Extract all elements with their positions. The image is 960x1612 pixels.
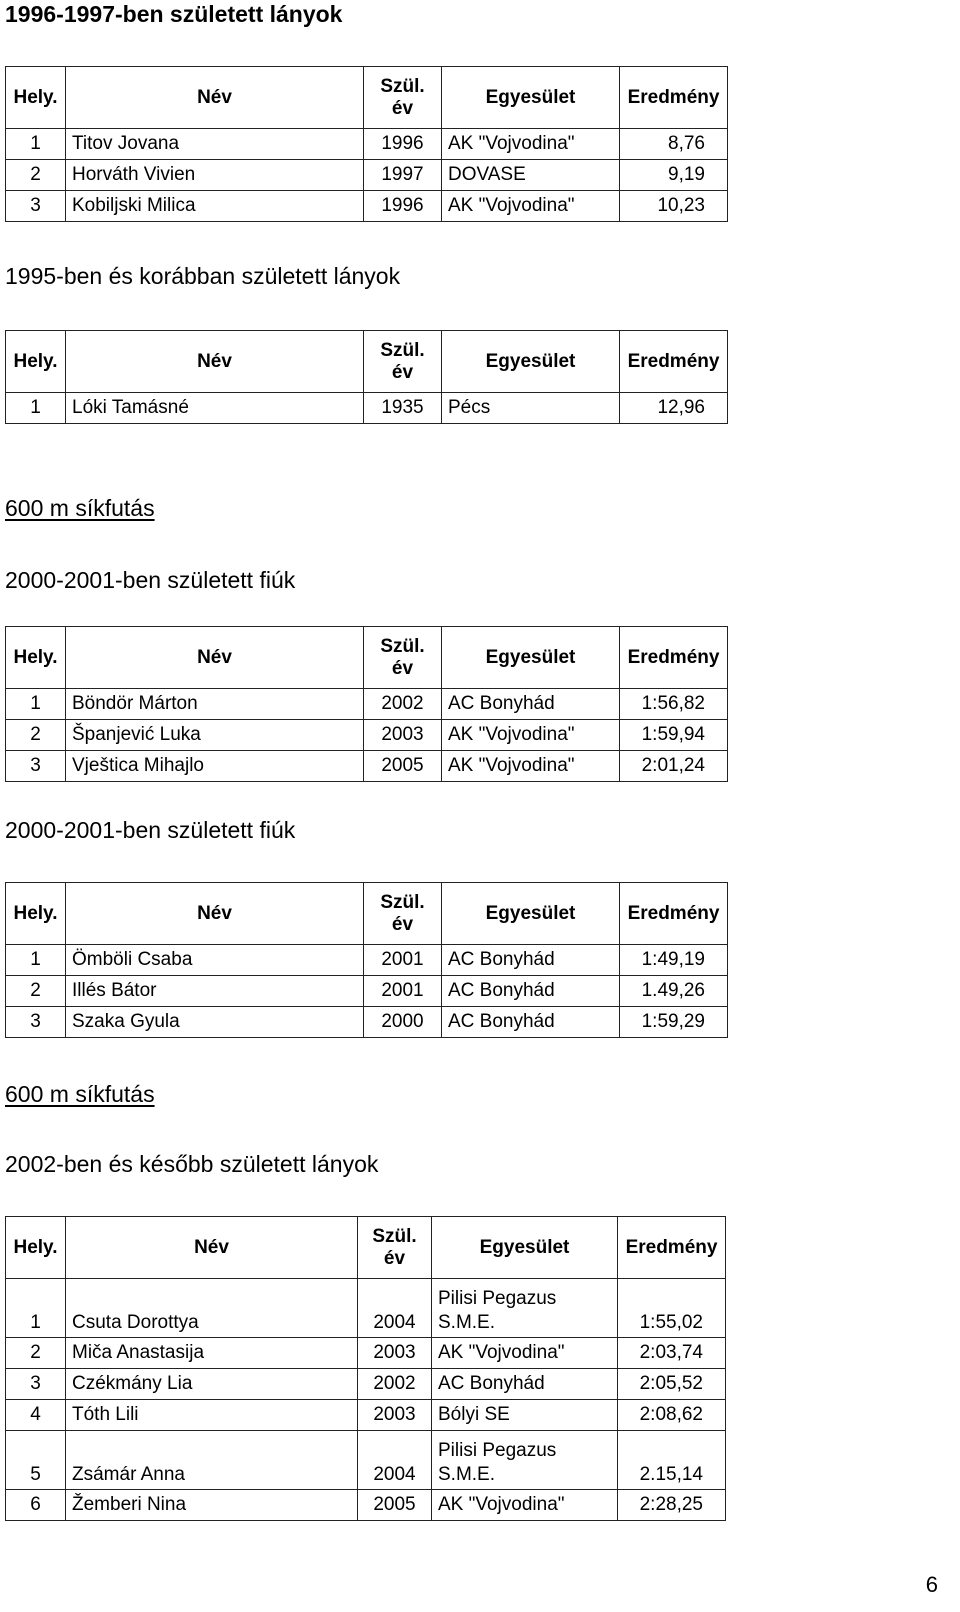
column-header-hely: Hely. xyxy=(6,331,66,393)
column-header-szul-ev xyxy=(364,883,442,945)
column-header-eredmeny: Eredmény xyxy=(620,883,728,945)
cell-egyesulet xyxy=(432,1431,618,1490)
column-header-nev: Név xyxy=(66,883,364,945)
cell-nev: Španjević Luka xyxy=(66,720,364,751)
column-header-eredmeny: Eredmény xyxy=(620,67,728,129)
cell-nev: Zsámár Anna xyxy=(66,1431,358,1490)
cell-nev: Csuta Dorottya xyxy=(66,1279,358,1338)
cell-nev: Illés Bátor xyxy=(66,976,364,1007)
results-table xyxy=(5,626,728,782)
column-header-egyesulet: Egyesület xyxy=(442,67,620,129)
column-header-ev: év xyxy=(383,1247,406,1269)
cell-szul-ev: 2001 xyxy=(364,976,442,1007)
column-header-eredmeny: Eredmény xyxy=(620,331,728,393)
cell-nev: Horváth Vivien xyxy=(66,160,364,191)
cell-hely: 1 xyxy=(6,129,66,160)
column-header-szul-ev xyxy=(364,627,442,689)
cell-egyesulet: AK "Vojvodina" xyxy=(432,1490,618,1521)
table-header-row xyxy=(6,883,728,945)
section-heading: 1996-1997-ben született lányok xyxy=(5,1,343,27)
cell-eredmeny: 2:03,74 xyxy=(618,1338,726,1369)
table-row xyxy=(6,1369,726,1400)
cell-egyesulet: AK "Vojvodina" xyxy=(432,1338,618,1369)
cell-egyesulet: Bólyi SE xyxy=(432,1400,618,1431)
cell-eredmeny: 1:59,29 xyxy=(620,1007,728,1038)
cell-egyesulet-line2: S.M.E. xyxy=(438,1464,496,1485)
cell-nev: Tóth Lili xyxy=(66,1400,358,1431)
cell-szul-ev: 2003 xyxy=(364,720,442,751)
cell-szul-ev: 1996 xyxy=(364,129,442,160)
cell-eredmeny: 2:05,52 xyxy=(618,1369,726,1400)
cell-szul-ev: 2005 xyxy=(364,751,442,782)
section-heading: 1995-ben és korábban született lányok xyxy=(5,263,401,289)
column-header-szul-ev xyxy=(358,1217,432,1279)
cell-hely: 1 xyxy=(6,945,66,976)
cell-hely: 6 xyxy=(6,1490,66,1521)
cell-nev: Žemberi Nina xyxy=(66,1490,358,1521)
column-header-szul: Szül. xyxy=(380,75,425,97)
cell-hely: 3 xyxy=(6,1007,66,1038)
column-header-nev: Név xyxy=(66,1217,358,1279)
table-row xyxy=(6,129,728,160)
cell-egyesulet: AC Bonyhád xyxy=(442,945,620,976)
column-header-nev: Név xyxy=(66,331,364,393)
cell-hely: 4 xyxy=(6,1400,66,1431)
column-header-szul: Szül. xyxy=(380,635,425,657)
cell-szul-ev: 2003 xyxy=(358,1400,432,1431)
cell-nev: Czékmány Lia xyxy=(66,1369,358,1400)
section-heading: 2000-2001-ben született fiúk xyxy=(5,567,296,593)
cell-hely: 1 xyxy=(6,1279,66,1338)
cell-hely: 1 xyxy=(6,689,66,720)
cell-eredmeny: 2:08,62 xyxy=(618,1400,726,1431)
cell-egyesulet: AC Bonyhád xyxy=(442,1007,620,1038)
table-row xyxy=(6,689,728,720)
column-header-nev: Név xyxy=(66,627,364,689)
cell-szul-ev: 2003 xyxy=(358,1338,432,1369)
cell-hely: 3 xyxy=(6,1369,66,1400)
column-header-hely: Hely. xyxy=(6,67,66,129)
table-row xyxy=(6,1400,726,1431)
column-header-szul: Szül. xyxy=(380,339,425,361)
cell-szul-ev: 2004 xyxy=(358,1431,432,1490)
table-header-row xyxy=(6,331,728,393)
cell-eredmeny: 2:01,24 xyxy=(620,751,728,782)
table-header-row xyxy=(6,67,728,129)
table-row xyxy=(6,160,728,191)
column-header-egyesulet: Egyesület xyxy=(442,627,620,689)
cell-eredmeny: 1:59,94 xyxy=(620,720,728,751)
cell-szul-ev: 2000 xyxy=(364,1007,442,1038)
cell-nev: Ömböli Csaba xyxy=(66,945,364,976)
cell-nev: Lóki Tamásné xyxy=(66,393,364,424)
table-row xyxy=(6,720,728,751)
table-row xyxy=(6,1490,726,1521)
cell-egyesulet: AC Bonyhád xyxy=(432,1369,618,1400)
cell-egyesulet-line2: S.M.E. xyxy=(438,1312,496,1333)
column-header-ev: év xyxy=(391,657,414,679)
cell-nev: Kobiljski Milica xyxy=(66,191,364,222)
cell-hely: 1 xyxy=(6,393,66,424)
section-heading: 2002-ben és később született lányok xyxy=(5,1151,379,1177)
cell-eredmeny: 1.49,26 xyxy=(620,976,728,1007)
table-row xyxy=(6,751,728,782)
cell-eredmeny: 2:28,25 xyxy=(618,1490,726,1521)
column-header-szul: Szül. xyxy=(372,1225,417,1247)
column-header-eredmeny: Eredmény xyxy=(620,627,728,689)
cell-hely: 5 xyxy=(6,1431,66,1490)
column-header-ev: év xyxy=(391,913,414,935)
cell-egyesulet: AK "Vojvodina" xyxy=(442,720,620,751)
column-header-eredmeny: Eredmény xyxy=(618,1217,726,1279)
table-row xyxy=(6,1431,726,1490)
cell-egyesulet xyxy=(432,1279,618,1338)
results-table xyxy=(5,66,728,222)
cell-nev: Titov Jovana xyxy=(66,129,364,160)
column-header-szul-ev xyxy=(364,331,442,393)
cell-hely: 2 xyxy=(6,160,66,191)
column-header-egyesulet: Egyesület xyxy=(432,1217,618,1279)
cell-nev: Szaka Gyula xyxy=(66,1007,364,1038)
column-header-egyesulet: Egyesület xyxy=(442,883,620,945)
cell-szul-ev: 2001 xyxy=(364,945,442,976)
event-heading: 600 m síkfutás xyxy=(5,1081,155,1107)
table-row xyxy=(6,1338,726,1369)
cell-szul-ev: 1935 xyxy=(364,393,442,424)
column-header-ev: év xyxy=(391,361,414,383)
column-header-hely: Hely. xyxy=(6,627,66,689)
cell-eredmeny: 1:49,19 xyxy=(620,945,728,976)
results-table xyxy=(5,1216,726,1521)
cell-nev: Böndör Márton xyxy=(66,689,364,720)
event-heading: 600 m síkfutás xyxy=(5,495,155,521)
cell-eredmeny: 1:56,82 xyxy=(620,689,728,720)
column-header-nev: Név xyxy=(66,67,364,129)
column-header-ev: év xyxy=(391,97,414,119)
cell-egyesulet: AK "Vojvodina" xyxy=(442,129,620,160)
cell-nev: Miča Anastasija xyxy=(66,1338,358,1369)
cell-szul-ev: 2002 xyxy=(358,1369,432,1400)
page-number: 6 xyxy=(925,1572,938,1597)
cell-egyesulet: Pécs xyxy=(442,393,620,424)
cell-hely: 2 xyxy=(6,976,66,1007)
cell-egyesulet-line1: Pilisi Pegazus xyxy=(438,1288,557,1309)
table-row xyxy=(6,191,728,222)
table-row xyxy=(6,1007,728,1038)
cell-szul-ev: 1996 xyxy=(364,191,442,222)
table-row xyxy=(6,393,728,424)
cell-eredmeny: 9,19 xyxy=(620,160,728,191)
cell-szul-ev: 2004 xyxy=(358,1279,432,1338)
cell-nev: Vještica Mihajlo xyxy=(66,751,364,782)
cell-egyesulet-line1: Pilisi Pegazus xyxy=(438,1440,557,1461)
cell-egyesulet: AC Bonyhád xyxy=(442,976,620,1007)
column-header-egyesulet: Egyesület xyxy=(442,331,620,393)
column-header-szul: Szül. xyxy=(380,891,425,913)
table-header-row xyxy=(6,1217,726,1279)
cell-egyesulet: AK "Vojvodina" xyxy=(442,191,620,222)
results-table xyxy=(5,882,728,1038)
cell-eredmeny: 8,76 xyxy=(620,129,728,160)
results-table xyxy=(5,330,728,424)
table-row xyxy=(6,945,728,976)
cell-eredmeny: 2.15,14 xyxy=(618,1431,726,1490)
cell-hely: 3 xyxy=(6,751,66,782)
table-row xyxy=(6,976,728,1007)
cell-egyesulet: AC Bonyhád xyxy=(442,689,620,720)
column-header-hely: Hely. xyxy=(6,1217,66,1279)
cell-szul-ev: 2002 xyxy=(364,689,442,720)
cell-szul-ev: 1997 xyxy=(364,160,442,191)
cell-szul-ev: 2005 xyxy=(358,1490,432,1521)
cell-egyesulet: AK "Vojvodina" xyxy=(442,751,620,782)
cell-hely: 2 xyxy=(6,720,66,751)
cell-eredmeny: 10,23 xyxy=(620,191,728,222)
table-header-row xyxy=(6,627,728,689)
cell-hely: 3 xyxy=(6,191,66,222)
table-row xyxy=(6,1279,726,1338)
cell-eredmeny: 1:55,02 xyxy=(618,1279,726,1338)
column-header-szul-ev xyxy=(364,67,442,129)
cell-eredmeny: 12,96 xyxy=(620,393,728,424)
column-header-hely: Hely. xyxy=(6,883,66,945)
cell-egyesulet: DOVASE xyxy=(442,160,620,191)
section-heading: 2000-2001-ben született fiúk xyxy=(5,817,296,843)
cell-hely: 2 xyxy=(6,1338,66,1369)
